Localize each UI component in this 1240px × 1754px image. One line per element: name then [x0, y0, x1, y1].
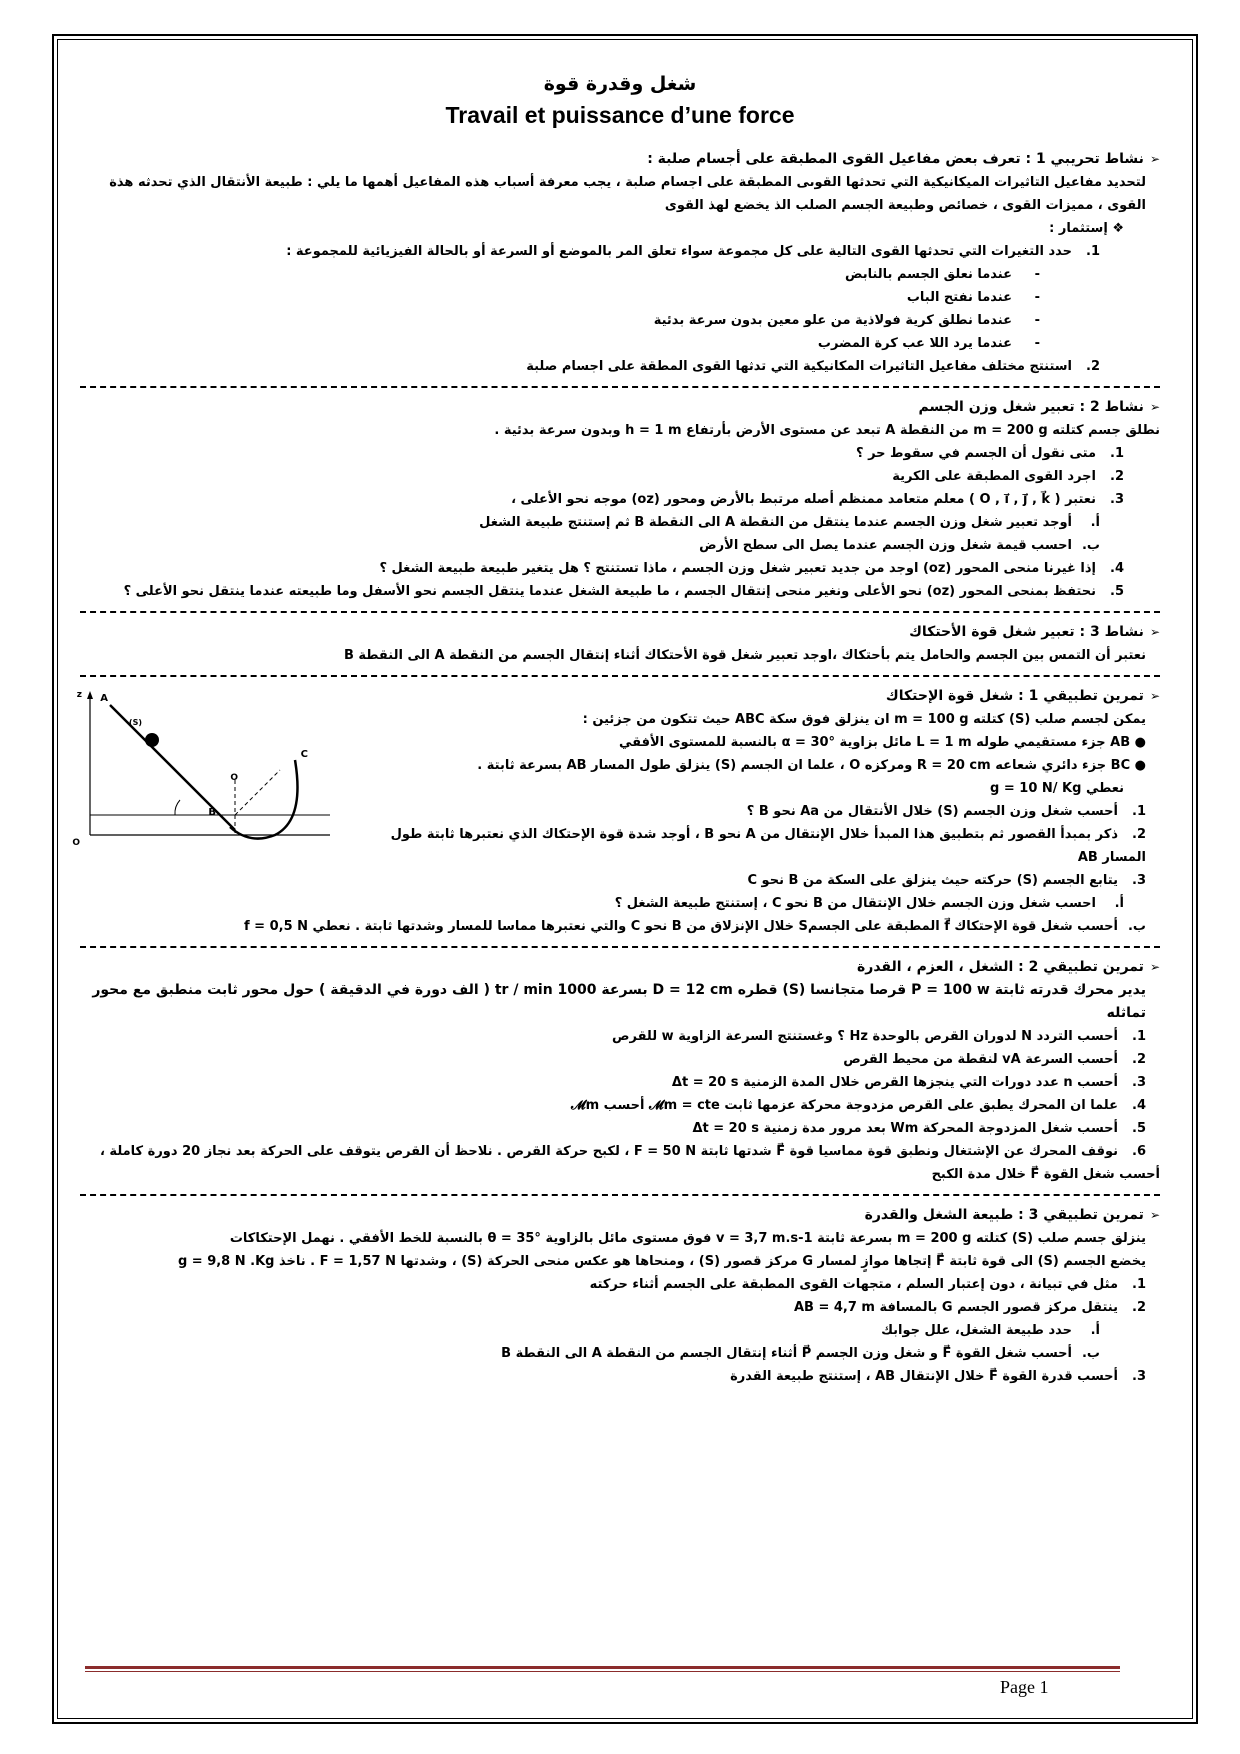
activity-2-intro: نطلق جسم كتلته m = 200 g من النقطة A تبعد عن مستوى الأرض بأرتفاع h = 1 m وبدون سرعة بدئية . — [494, 423, 1160, 438]
dashed-separator — [80, 675, 1160, 677]
activity-1-title: ➢نشاط تحريبي 1 : تعرف بعض مفاعيل القوى المطبقة على أجسام صلبة : — [647, 151, 1160, 167]
arrow-bullet-icon: ➢ — [1149, 960, 1160, 974]
arrow-bullet-icon: ➢ — [1149, 400, 1160, 414]
activity-2-q3: 3.نعتبر ( O , i⃗ , j⃗ , k⃗ ) معلم متعامد ممنظم أصله مرتبط بالأرض ومحور (oz) موجه نحو الأعلى ، — [511, 492, 1124, 507]
exercise-1-q1: 1.أحسب شغل وزن الجسم (S) خلال الأنتقال من Aa نحو B ؟ — [746, 804, 1146, 819]
footer-rule-thick — [85, 1666, 1120, 1669]
diamond-bullet-icon: ❖ — [1112, 221, 1124, 236]
activity-1-intro: لتحديد مفاعيل التاثيرات الميكانيكية التي تحدثها القوىى المطبقة على اجسام صلبة ، يجب معرفة أسباب هذه المفاعيل أهمها ما يلي : طبيعة الأنتقال الذي تحدثه هذة القوى ، مميزات القوى ، خصائص وطبيعة الجسم الصلب الذ يخضع لهذ القوى — [109, 175, 1146, 213]
exercise-1-part-ab: ● AB جزء مستقيمي طوله L = 1 m مائل بزاوية α = 30° بالنسبة للمستوى الأفقي — [618, 735, 1146, 750]
label-s: (S) — [128, 718, 142, 727]
exercise-3 — [80, 1204, 1160, 1388]
activity-3 — [80, 621, 1160, 667]
activity-1-q2: 2.استنتج مختلف مفاعيل التاثيرات المكانيكية التي تدثها القوى المطقة على اجسام صلبة — [526, 359, 1100, 374]
label-o-center: O — [230, 773, 238, 783]
ramp-loop-figure — [72, 685, 340, 875]
radius-dashed — [235, 770, 280, 815]
document-body — [72, 70, 1160, 1388]
angle-arc — [175, 800, 180, 815]
exercise-2-q2: 2.أحسب السرعة vA لنقطة من محيط القرص — [843, 1052, 1146, 1067]
circular-track-bc — [230, 760, 298, 839]
activity-2-q1: 1.متى نقول أن الجسم في سقوط حر ؟ — [856, 446, 1124, 461]
exercise-1-intro: يمكن لجسم صلب (S) كتلته m = 100 g ان ينزلق فوق سكة ABC حيث تتكون من جزئين : — [582, 712, 1146, 727]
activity-2-q3b: ب.احسب قيمة شغل وزن الجسم عندما يصل الى سطح الأرض — [699, 538, 1100, 553]
dashed-separator — [80, 611, 1160, 613]
exercise-3-q1: 1.مثل في تبيانة ، دون إعتبار السلم ، متجهات القوى المطبقة على الجسم أثناء حركته — [589, 1277, 1146, 1292]
activity-1-case: -عندما نفتح الباب — [906, 290, 1040, 305]
activity-2-q2: 2.اجرد القوى المطبقة على الكرية — [892, 469, 1124, 484]
title-arabic: شغل وقدرة قوة — [543, 73, 697, 95]
title-french: Travail et puissance d’une force — [445, 102, 795, 128]
exploit-label: ❖ إستثمار : — [1049, 221, 1124, 236]
exercise-3-q3: 3.أحسب قدرة القوة F⃗ خلال الإنتقال AB ، إستنتج طبيعة القدرة — [730, 1369, 1146, 1384]
activity-1-case: -عندما نعلق الجسم بالنابض — [844, 267, 1040, 282]
page-number: Page 1 — [1000, 1677, 1049, 1697]
label-a: A — [100, 693, 108, 704]
exercise-1-q2: 2.ذكر بمبدأ القصور ثم بتطبيق هذا المبدأ خلال الإنتقال من A نحو B ، أوجد شدة قوة الإحتكاك الذي نعتبرها ثابتة طول المسار AB — [390, 827, 1146, 865]
dot-bullet-icon: ● — [1134, 758, 1146, 773]
activity-1-q1: 1.حدد التغيرات التي تحدثها القوى التالية على كل مجموعة سواء تعلق المر بالموضع أو السرعة أو بالحالة الفيزيائية للمجموعة : — [286, 244, 1100, 259]
exercise-3-q2: 2.ينتقل مركز قصور الجسم G بالمسافة AB = 4,7 m — [793, 1300, 1146, 1315]
dot-bullet-icon: ● — [1134, 735, 1146, 750]
dashed-separator — [80, 1194, 1160, 1196]
activity-3-text: نعتبر أن التمس بين الجسم والحامل يتم بأحتكاك ،اوجد تعبير شغل قوة الأحتكاك أثناء إنتقال الجسم من النقطة A الى النقطة B — [343, 648, 1146, 663]
activity-2-q3a: أ.أوجد تعبير شغل وزن الجسم عندما ينتقل من النقطة A الى النقطة B ثم إستنتج طبيعة الشغل — [479, 515, 1100, 530]
label-origin: O — [72, 838, 80, 848]
z-axis-arrow-icon — [87, 691, 93, 699]
label-z: z — [76, 690, 82, 700]
activity-2-title: ➢نشاط 2 : تعبير شغل وزن الجسم — [918, 399, 1160, 415]
label-c: C — [300, 749, 308, 760]
exercise-2-q4: 4.علما ان المحرك يطبق على القرص مزدوجة محركة عزمها ثابت 𝓜m = cte أحسب 𝓜m — [571, 1098, 1146, 1113]
exercise-3-intro-2: يخضع الجسم (S) الى قوة ثابتة F⃗ إتجاها موازٍ لمسار G مركز قصور (S) ، ومنحاها هو عكس منحى الحركة (S) ، وشدتها F = 1,57 N . ناخذ g = 9,8 N .Kg — [177, 1254, 1146, 1269]
exercise-2-q6: 6.نوقف المحرك عن الإشتغال ونطبق قوة مماسيا قوة F⃗ شدتها ثابتة F = 50 N ، لكبح حركة القرص . نلاحظ أن القرص يتوقف على الحركة بعد نجاز 20 دورة كاملة ، — [99, 1144, 1146, 1159]
exercise-2-q3: 3.أحسب n عدد دورات التي ينجزها القرص خلال المدة الزمنية Δt = 20 s — [671, 1075, 1146, 1090]
activity-2-q5: 5.نحتفظ بمنحى المحور (oz) نحو الأعلى ونغير منحى إنتقال الجسم ، ما طبيعة الشغل عندما ينتقل الجسم نحو الأسفل وما طبيعته عندما ينتقل نحو الأعلى ؟ — [123, 584, 1124, 599]
exercise-2-q1: 1.أحسب التردد N لدوران القرص بالوحدة Hz ؟ وغستنتج السرعة الزاوية w للقرص — [612, 1029, 1146, 1044]
exercise-1-part-bc: ● BC جزء دائري شعاعه R = 20 cm ومركزه O ، علما ان الجسم (S) ينزلق طول المسار AB بسرعة ثابتة . — [477, 758, 1146, 773]
activity-2 — [80, 396, 1160, 603]
activity-1 — [80, 148, 1160, 378]
activity-1-case: -عندما نطلق كرية فولاذية من علو معين بدون سرعة بدئية — [653, 313, 1040, 328]
arrow-bullet-icon: ➢ — [1149, 152, 1160, 166]
footer-rule-thin — [85, 1671, 1120, 1672]
exercise-3-q2a: أ.حدد طبيعة الشغل، علل جوابك — [881, 1323, 1100, 1338]
exercise-1-given: نعطي g = 10 N/ Kg — [990, 781, 1124, 796]
exercise-1 — [72, 685, 1160, 938]
exercise-2-q5: 5.أحسب شغل المزدوجة المحركة Wm بعد مرور مدة زمنية Δt = 20 s — [692, 1121, 1146, 1136]
label-b: B — [208, 807, 216, 818]
exercise-3-q2b: ب.أحسب شغل القوة F⃗ و شغل وزن الجسم P⃗ أثناء إنتقال الجسم من النقطة A الى النقطة B — [501, 1346, 1100, 1361]
exercise-1-title: ➢تمرين تطبيقي 1 : شغل قوة الإحتكاك — [885, 688, 1160, 704]
exercise-3-intro-1: ينزلق جسم صلب (S) كتلته m = 200 g بسرعة ثابتة v = 3,7 m.s-1 فوق مستوى مائل بالزاوية θ = 35° بالنسبة للخط الأفقي . نهمل الإحتكاكات — [229, 1231, 1146, 1246]
exercise-2-intro: يدير محرك قدرته ثابتة P = 100 w قرصا متجانسا (S) قطره D = 12 cm بسرعة 1000 tr / min ( الف دورة في الدقيقة ) حول محور ثابت منطبق مع محور تماثله — [92, 982, 1146, 1021]
exercise-2-q6b: أحسب شغل القوة F⃗ خلال مدة الكبح — [931, 1167, 1160, 1182]
activity-2-q4: 4.إذا غيرنا منحى المحور (oz) اوجد من جديد تعبير شغل وزن الجسم ، ماذا تستنتج ؟ هل يتغير طبيعة طبيعة الشغل ؟ — [379, 561, 1124, 576]
arrow-bullet-icon: ➢ — [1149, 689, 1160, 703]
exercise-2-title: ➢تمرين تطبيقي 2 : الشغل ، العزم ، القدرة — [857, 959, 1160, 975]
activity-3-title: ➢نشاط 3 : تعبير شغل قوة الأحتكاك — [909, 624, 1160, 640]
arrow-bullet-icon: ➢ — [1149, 625, 1160, 639]
solid-ball — [145, 733, 159, 747]
exercise-1-q3: 3.يتابع الجسم (S) حركته حيث ينزلق على السكة من B نحو C — [747, 873, 1146, 888]
arrow-bullet-icon: ➢ — [1149, 1208, 1160, 1222]
activity-1-case: -عندما يرد اللا عب كرة المضرب — [817, 336, 1040, 351]
dashed-separator — [80, 386, 1160, 388]
exercise-1-q3b: ب.أحسب شغل قوة الإحتكاك f⃗ المطبقة على الجسمS خلال الإنزلاق من B نحو C والتي نعتبرها مماسا للمسار وشدتها ثابتة . نعطي f = 0,5 N — [243, 919, 1146, 934]
exercise-2 — [80, 956, 1160, 1186]
dashed-separator — [80, 946, 1160, 948]
exercise-3-title: ➢تمرين تطبيقي 3 : طبيعة الشغل والقدرة — [864, 1207, 1160, 1223]
exercise-1-q3a: أ.احسب شغل وزن الجسم خلال الإنتقال من B نحو C ، إستنتج طبيعة الشغل ؟ — [614, 896, 1124, 911]
